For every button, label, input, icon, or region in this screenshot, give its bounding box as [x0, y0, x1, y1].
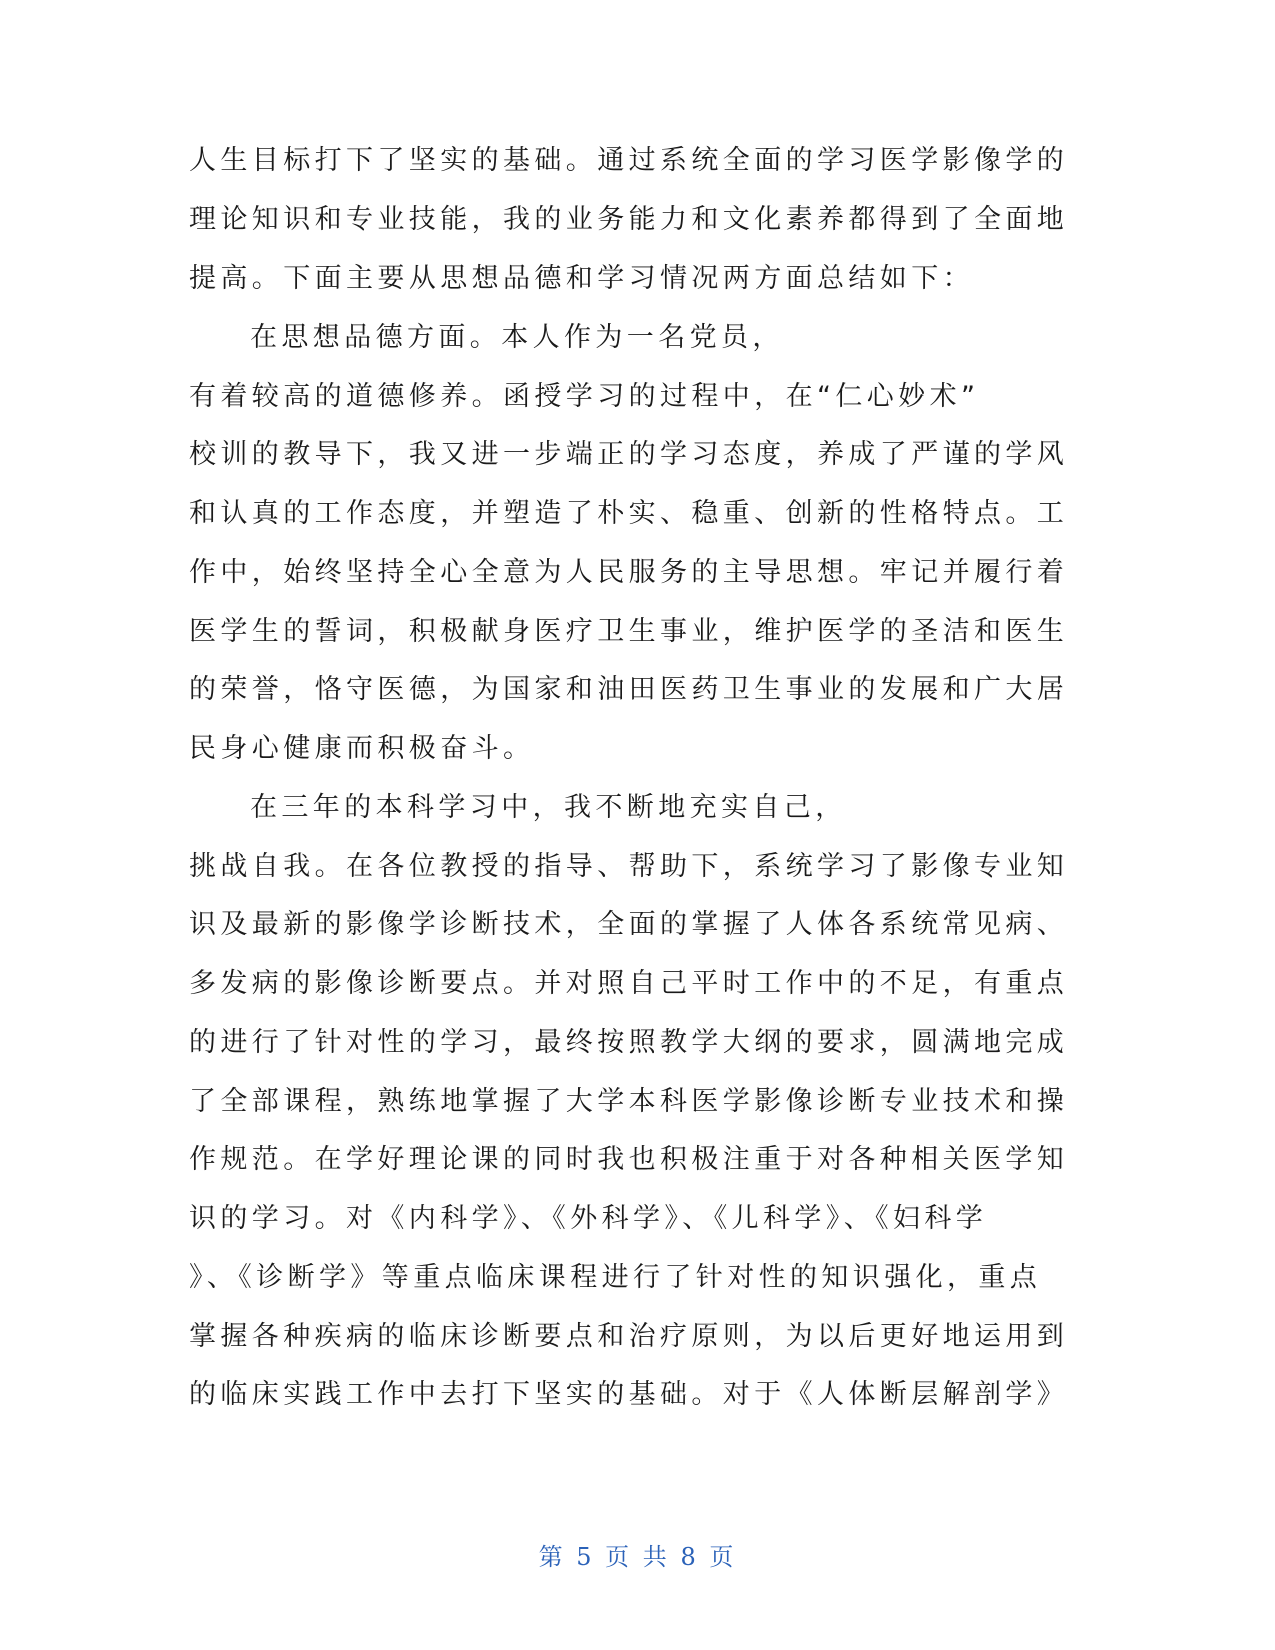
text-line-14: 识及最新的影像学诊断技术，全面的掌握了人体各系统常见病、 — [189, 909, 1069, 940]
text-line-8: 作中，始终坚持全心全意为人民服务的主导思想。牢记并履行着 — [189, 557, 1069, 588]
footer-prefix: 第 — [538, 1543, 566, 1571]
text-line-9: 医学生的誓词，积极献身医疗卫生事业，维护医学的圣洁和医生 — [189, 616, 1069, 647]
text-line-15: 多发病的影像诊断要点。并对照自己平时工作中的不足，有重点 — [189, 968, 1069, 999]
text-line-3: 提高。下面主要从思想品德和学习情况两方面总结如下： — [189, 263, 974, 294]
text-line-1: 人生目标打下了坚实的基础。通过系统全面的学习医学影像学的 — [189, 145, 1069, 176]
footer-middle: 页 共 — [605, 1543, 670, 1571]
text-line-18: 作规范。在学好理论课的同时我也积极注重于对各种相关医学知 — [189, 1144, 1069, 1175]
text-line-19: 识的学习。对《内科学》、《外科学》、《儿科学》、《妇科学 — [189, 1203, 988, 1234]
text-line-16: 的进行了针对性的学习，最终按照教学大纲的要求，圆满地完成 — [189, 1027, 1069, 1058]
text-line-22: 的临床实践工作中去打下坚实的基础。对于《人体断层解剖学》 — [189, 1379, 1069, 1410]
text-line-2: 理论知识和专业技能，我的业务能力和文化素养都得到了全面地 — [189, 204, 1069, 235]
footer-suffix: 页 — [709, 1543, 737, 1571]
text-line-17: 了全部课程，熟练地掌握了大学本科医学影像诊断专业技术和操 — [189, 1086, 1069, 1117]
footer-total-pages: 8 — [680, 1543, 699, 1571]
text-line-20: 》、《诊断学》等重点临床课程进行了针对性的知识强化，重点 — [189, 1262, 1042, 1293]
page-number-footer — [0, 1542, 1275, 1572]
paragraph-start-study: 在三年的本科学习中，我不断地充实自己， — [250, 792, 847, 823]
text-line-5: 有着较高的道德修养。函授学习的过程中，在“仁心妙术” — [189, 381, 980, 412]
text-line-11: 民身心健康而积极奋斗。 — [189, 733, 535, 764]
text-line-21: 掌握各种疾病的临床诊断要点和治疗原则，为以后更好地运用到 — [189, 1321, 1069, 1352]
text-line-10: 的荣誉，恪守医德，为国家和油田医药卫生事业的发展和广大居 — [189, 674, 1069, 705]
text-line-13: 挑战自我。在各位教授的指导、帮助下，系统学习了影像专业知 — [189, 851, 1069, 882]
paragraph-start-ideology: 在思想品德方面。本人作为一名党员， — [250, 322, 784, 353]
footer-current-page: 5 — [576, 1543, 595, 1571]
text-line-7: 和认真的工作态度，并塑造了朴实、稳重、创新的性格特点。工 — [189, 498, 1069, 529]
text-line-6: 校训的教导下，我又进一步端正的学习态度，养成了严谨的学风 — [189, 439, 1069, 470]
